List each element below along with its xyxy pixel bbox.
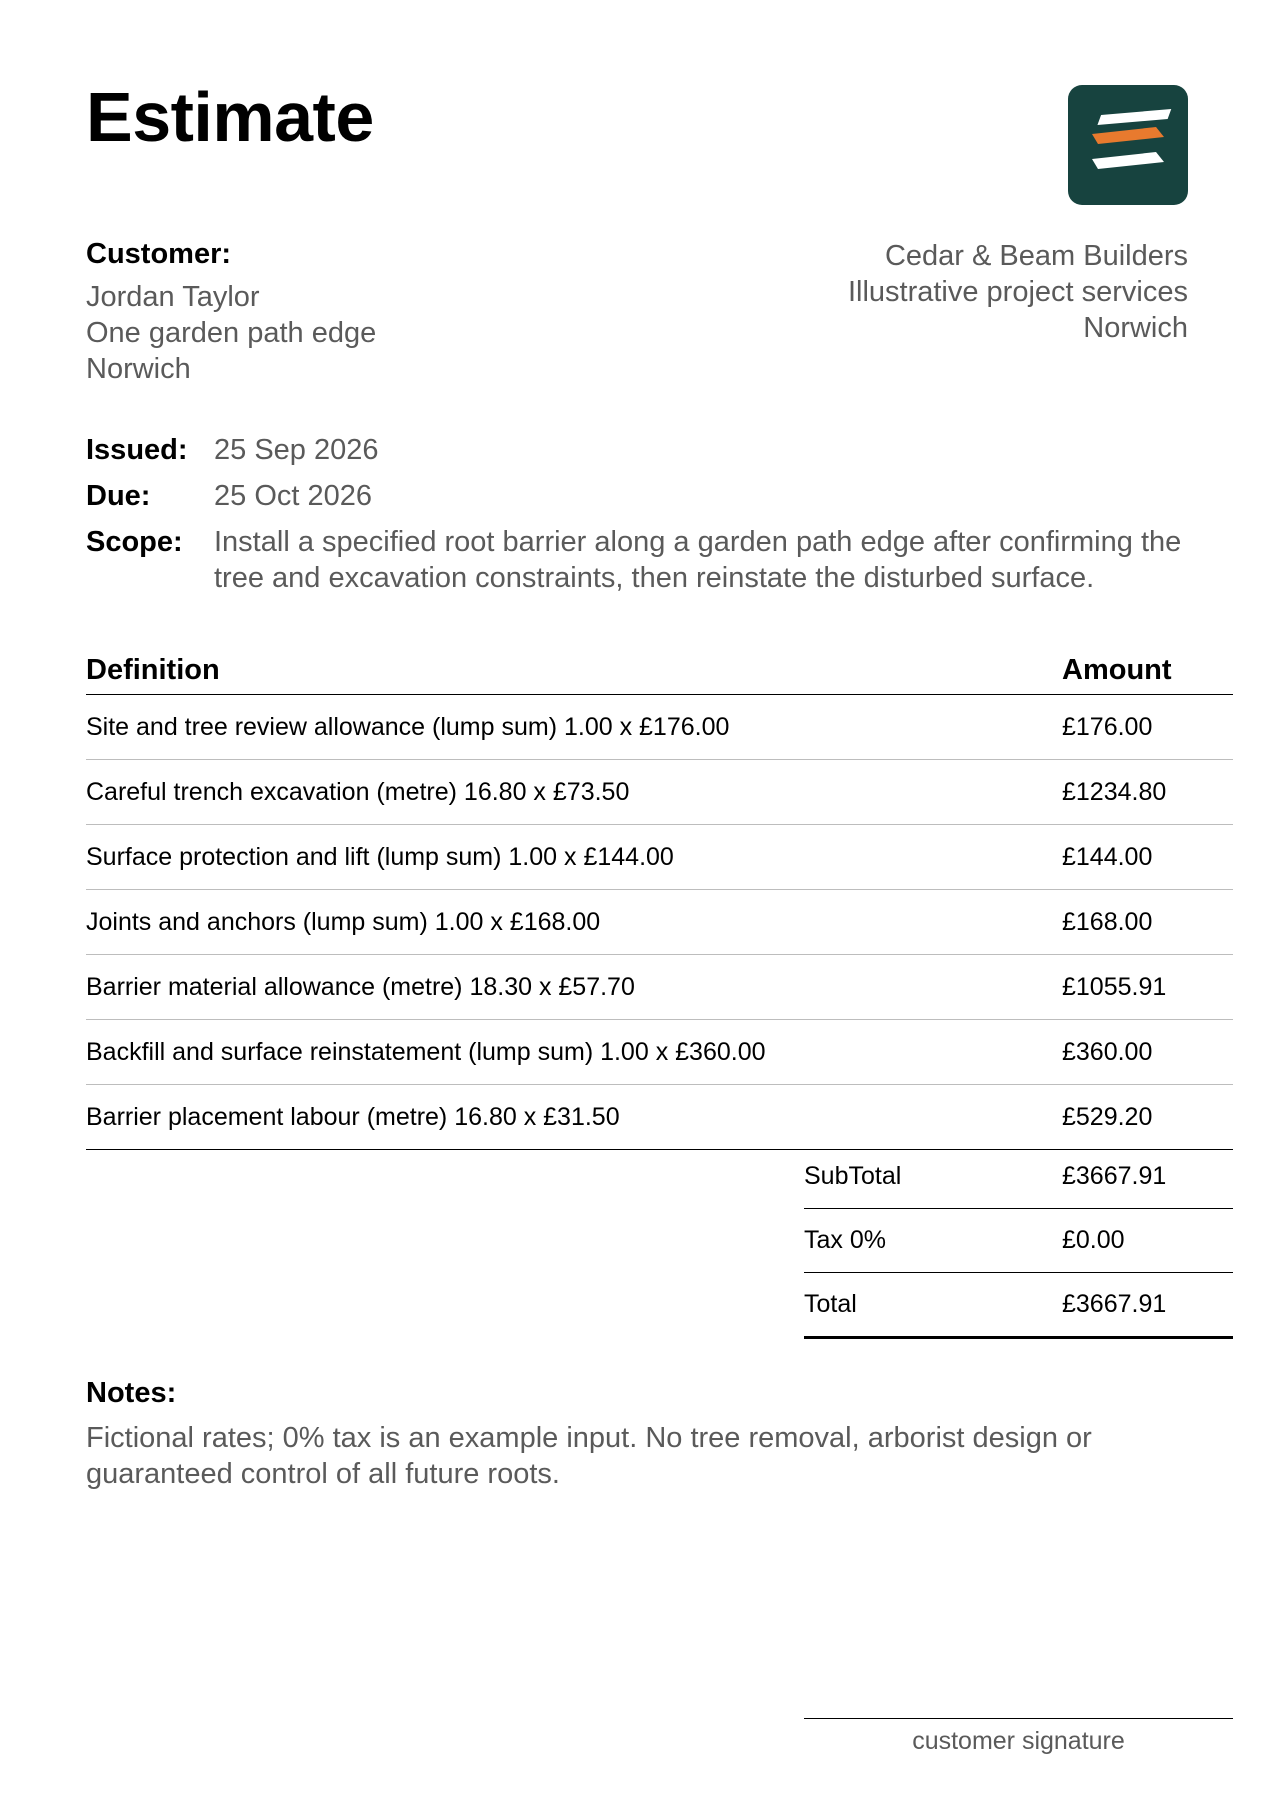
company-block — [848, 238, 1188, 346]
table-row — [86, 890, 1233, 955]
due-label: Due: — [86, 480, 151, 512]
customer-block — [86, 238, 376, 387]
row-amount: £176.00 — [1062, 695, 1233, 760]
subtotal-row — [804, 1145, 1233, 1209]
notes-label: Notes: — [86, 1377, 177, 1409]
company-tagline: Illustrative project services — [847, 276, 1188, 308]
scope-label: Scope: — [86, 526, 183, 558]
row-definition: Surface protection and lift (lump sum) 1.00 x £144.00 — [86, 825, 1062, 890]
customer-signature-line[interactable]: customer signature — [804, 1718, 1233, 1756]
row-definition: Barrier material allowance (metre) 18.30 x £57.70 — [86, 955, 1062, 1020]
table-row — [86, 1085, 1233, 1150]
row-amount: £168.00 — [1062, 890, 1233, 955]
table-header-row — [86, 652, 1233, 695]
row-amount: £360.00 — [1062, 1020, 1233, 1085]
notes-text: Fictional rates; 0% tax is an example input. No tree removal, arborist design or guaranteed control of all future roots. — [86, 1422, 1092, 1490]
total-label: Total — [804, 1273, 1062, 1338]
document-title: Estimate — [86, 78, 374, 156]
tax-label: Tax 0% — [804, 1209, 1062, 1273]
line-items-table — [86, 652, 1233, 1150]
subtotal-label: SubTotal — [804, 1145, 1062, 1209]
row-definition: Backfill and surface reinstatement (lump sum) 1.00 x £360.00 — [86, 1020, 1062, 1085]
row-amount: £1055.91 — [1062, 955, 1233, 1020]
issued-label: Issued: — [86, 434, 188, 466]
amount-header: Amount — [1062, 652, 1233, 695]
customer-name: Jordan Taylor — [86, 281, 260, 313]
table-row — [86, 1020, 1233, 1085]
customer-city: Norwich — [86, 353, 191, 385]
estimate-meta — [86, 432, 1236, 606]
row-amount: £529.20 — [1062, 1085, 1233, 1150]
table-row — [86, 695, 1233, 760]
issued-row — [86, 432, 1236, 468]
due-date: 25 Oct 2026 — [214, 480, 372, 512]
row-amount: £1234.80 — [1062, 760, 1233, 825]
due-row — [86, 478, 1236, 514]
row-definition: Site and tree review allowance (lump sum) 1.00 x £176.00 — [86, 695, 1062, 760]
definition-header: Definition — [86, 652, 1062, 695]
scope-row — [86, 524, 1236, 596]
total-row — [804, 1273, 1233, 1338]
table-row — [86, 955, 1233, 1020]
table-row — [86, 825, 1233, 890]
customer-label: Customer: — [86, 238, 232, 270]
company-city: Norwich — [1083, 312, 1188, 344]
company-name: Cedar & Beam Builders — [884, 240, 1188, 272]
scope-text: Install a specified root barrier along a garden path edge after confirming the tree and excavation constraints, then reinstate the disturbed surface. — [214, 526, 1182, 594]
stacked-planks-logo-icon — [1068, 85, 1188, 205]
tax-row — [804, 1209, 1233, 1273]
total-amount: £3667.91 — [1062, 1273, 1233, 1338]
row-definition: Careful trench excavation (metre) 16.80 x £73.50 — [86, 760, 1062, 825]
row-definition: Joints and anchors (lump sum) 1.00 x £168.00 — [86, 890, 1062, 955]
customer-address: One garden path edge — [86, 317, 377, 349]
notes-block — [86, 1377, 1236, 1492]
row-definition: Barrier placement labour (metre) 16.80 x £31.50 — [86, 1085, 1062, 1150]
table-row — [86, 760, 1233, 825]
subtotal-amount: £3667.91 — [1062, 1145, 1233, 1209]
row-amount: £144.00 — [1062, 825, 1233, 890]
tax-amount: £0.00 — [1062, 1209, 1233, 1273]
totals-table — [804, 1145, 1233, 1339]
issued-date: 25 Sep 2026 — [214, 434, 379, 466]
